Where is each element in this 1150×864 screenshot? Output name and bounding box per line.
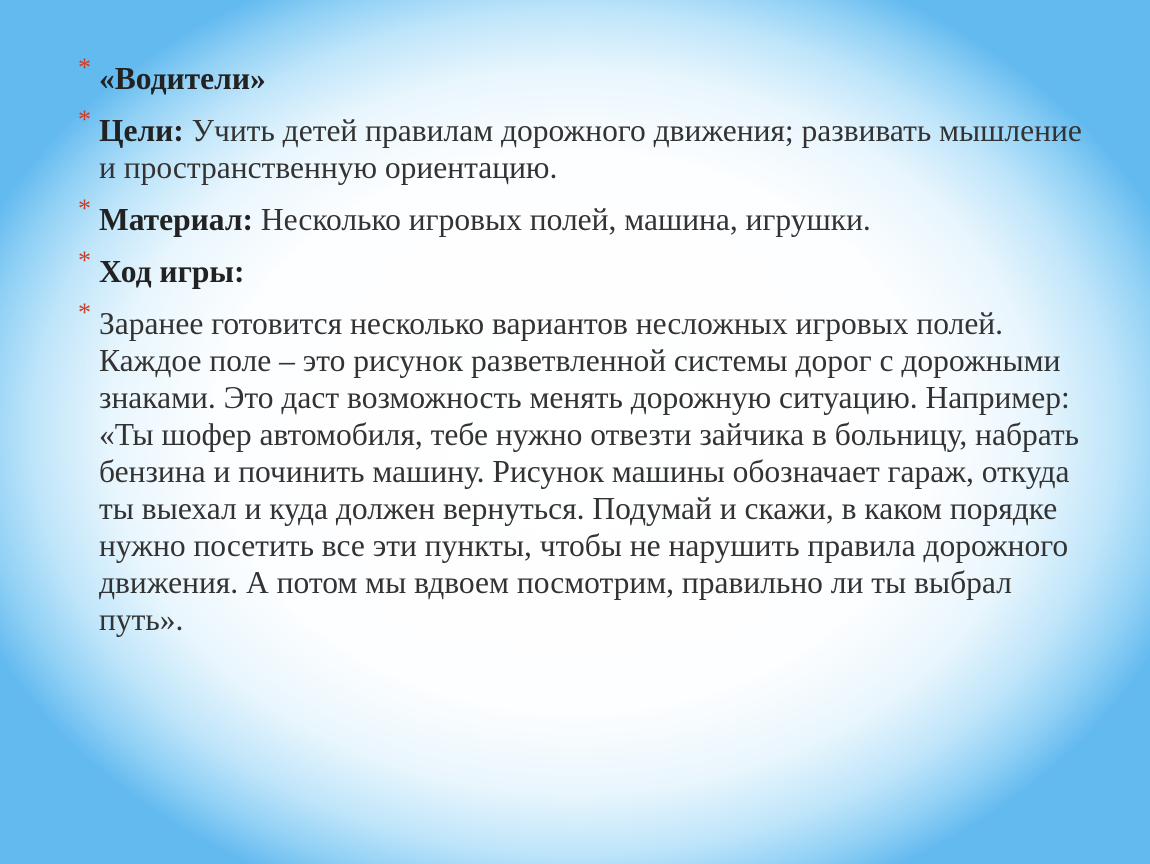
description-text: Заранее готовится несколько вариантов несложных игровых полей. Каждое поле – это рисунок разветвленной системы дорог с дорожными знаками. Это даст возможность менять дорожную ситуацию. Например: «Ты шофер автомобиля, тебе нужно отвезти зайчика в больницу, набрать бензина и починить машину. Рисунок машины обозначает гараж, откуда ты выехал и куда должен вернуться. Подумай и скажи, в каком порядке нужно посетить все эти пункты, чтобы не нарушить правила дорожного движения. А потом мы вдвоем посмотрим, правильно ли ты выбрал путь».	[99, 306, 1080, 637]
bullet-game-progress	[78, 246, 1088, 290]
material-text: Несколько игровых полей, машина, игрушки.	[252, 202, 871, 237]
bullet-goals	[78, 105, 1088, 186]
bullet-game-title	[78, 53, 1088, 97]
bullet-marker-icon: *	[78, 194, 91, 223]
bullet-marker-icon: *	[78, 53, 91, 82]
bullet-material	[78, 194, 1088, 238]
game-progress-label: Ход игры:	[99, 254, 245, 289]
slide-content	[78, 53, 1088, 653]
goals-label: Цели:	[99, 113, 184, 148]
bullet-marker-icon: *	[78, 298, 91, 327]
bullet-marker-icon: *	[78, 105, 91, 134]
bullet-marker-icon: *	[78, 246, 91, 275]
game-title: «Водители»	[99, 61, 266, 96]
bullet-description	[78, 298, 1088, 638]
goals-text: Учить детей правилам дорожного движения; развивать мышление и пространственную ориентацию.	[99, 113, 1082, 185]
material-label: Материал:	[99, 202, 253, 237]
